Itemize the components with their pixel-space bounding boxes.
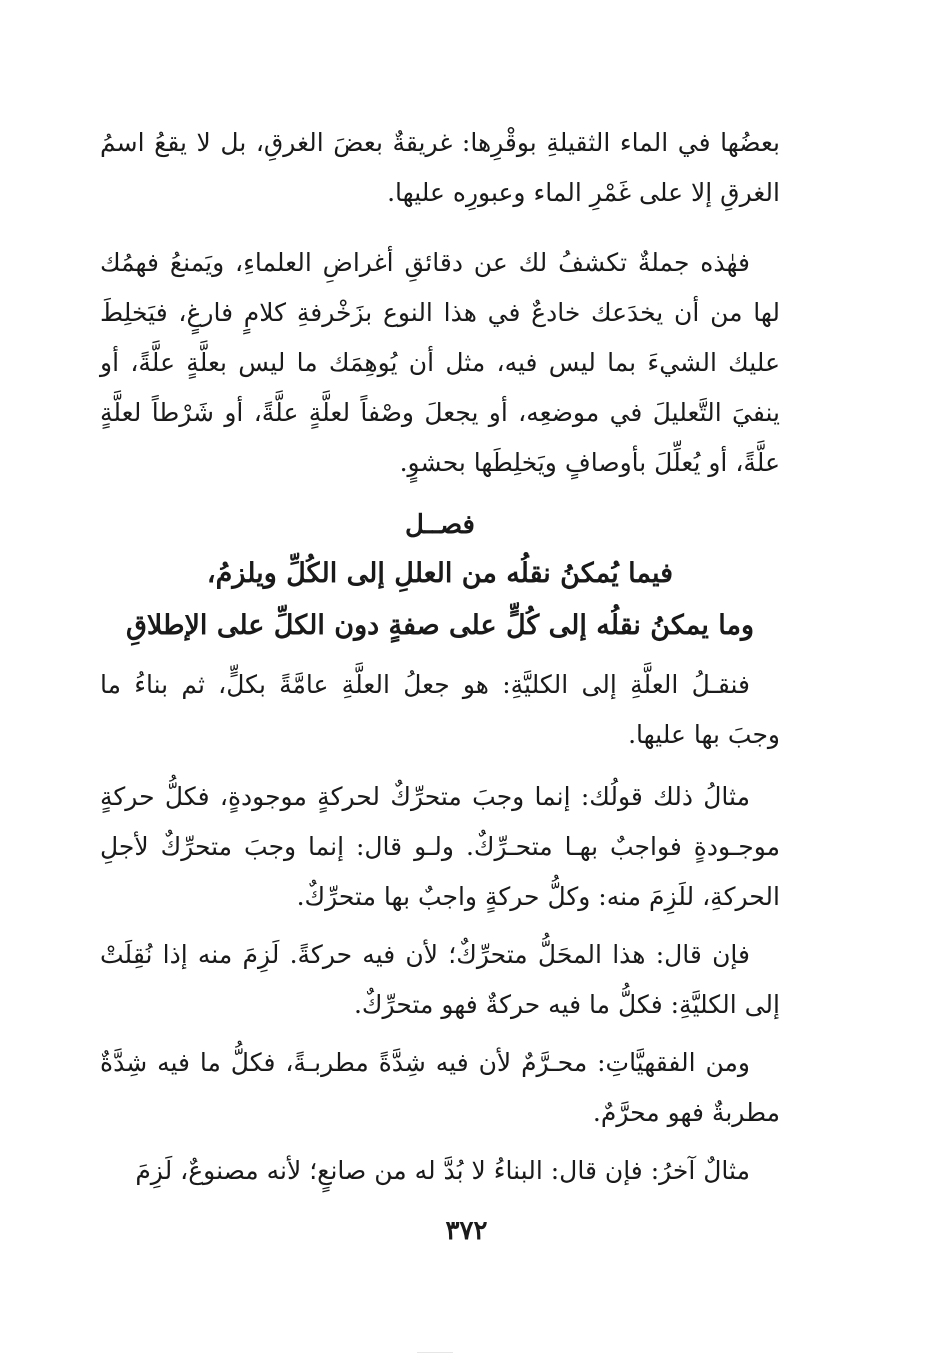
paragraph-summary [100, 238, 780, 488]
text-line: مطربةٌ فهو محرَّمٌ. [592, 1098, 780, 1127]
paragraph-example-motion [100, 772, 780, 922]
text-line: مثالٌ آخرُ: فإن قال: البناءُ لا بُدَّ له من صانعٍ؛ لأنه مصنوعٌ، لَزِمَ [135, 1156, 750, 1185]
text-line: أو ينفيَ التَّعليلَ في موضعِه، أو يجعلَ وصْفاً لعلَّةٍ علَّةً، أو شَرْطاً لعلَّةٍ [100, 348, 780, 427]
text-line: وجبَ بها عليها. [628, 720, 780, 749]
text-line: فهٰذه جملةٌ تكشفُ لك عن دقائقِ أغراضِ العلماءِ، ويَمنعُ [169, 248, 750, 277]
section-title-line-2: وما يمكنُ نقلُه إلى كُلٍّ على صفةٍ دون الكلِّ على الإطلاقِ [125, 610, 755, 641]
text-line: الحركةِ، للَزِمَ منه: وكلُّ حركةٍ واجبٌ بها متحرِّكٌ. [296, 882, 780, 911]
text-line: فنقـلُ العلَّةِ إلى الكليَّةِ: هو جعلُ العلَّةِ عامَّةً بكلٍّ، ثم بناءُ ما [100, 670, 750, 699]
text-line: فهمُك لها من أن يخدَعك خادعٌ في هذا النوع بزَخْرفةِ كلامٍ فارغٍ، [100, 248, 780, 327]
page-number: ٣٧٢ [445, 1216, 488, 1246]
text-line: الغرقِ إلا على غَمْرِ الماء وعبورِه عليها. [387, 178, 780, 207]
paragraph-example-fiqh [100, 1038, 780, 1138]
paragraph-example-place [100, 930, 780, 1030]
paragraph-drowning [100, 118, 780, 218]
text-line: مثالُ ذلك قولُك: إنما وجبَ متحرِّكٌ لحركةٍ موجودةٍ، فكلُّ حركةٍ [100, 782, 750, 811]
text-line: إلى الكليَّةِ: فكلُّ ما فيه حركةٌ فهو متحرِّكٌ. [353, 990, 780, 1019]
text-line: موجـودةٍ فواجبٌ بهـا متحـرِّكٌ. ولـو قال: إنما وجبَ متحرِّكٌ لأجلِ [100, 832, 780, 861]
text-line: علَّةً، أو يُعلِّلَ بأوصافٍ ويَخلِطَها بحشوٍ. [399, 448, 780, 477]
text-line: ومن الفقهيَّاتِ: محـرَّمٌ لأن فيه شِدَّةً مطربـةً، فكلُّ ما فيه شِدَّةٌ [100, 1048, 750, 1077]
page-edge-mark [417, 1352, 453, 1353]
text-line: بعضُها في الماء الثقيلةِ بوقْرِها: غريقةٌ بعضَ الغرقِ، بل لا يقعُ اسمُ [100, 128, 780, 157]
paragraph-example-building [100, 1146, 780, 1196]
paragraph-definition [100, 660, 780, 760]
section-heading [100, 502, 780, 652]
document-page [100, 118, 780, 1196]
text-line: فيَخلِطَ عليك الشيءَ بما ليس فيه، مثل أن يُوهِمَك ما ليس بعلَّةٍ علَّةً، [100, 298, 780, 377]
section-label: فصــل [405, 510, 475, 540]
text-line: فإن قال: هذا المحَلُّ متحرِّكٌ؛ لأن فيه حركةً. لَزِمَ منه إذا نُقِلَتْ [100, 940, 750, 969]
section-title-line-1: فيما يُمكنُ نقلُه من العللِ إلى الكُلِّ ويلزمُ، [206, 558, 674, 589]
